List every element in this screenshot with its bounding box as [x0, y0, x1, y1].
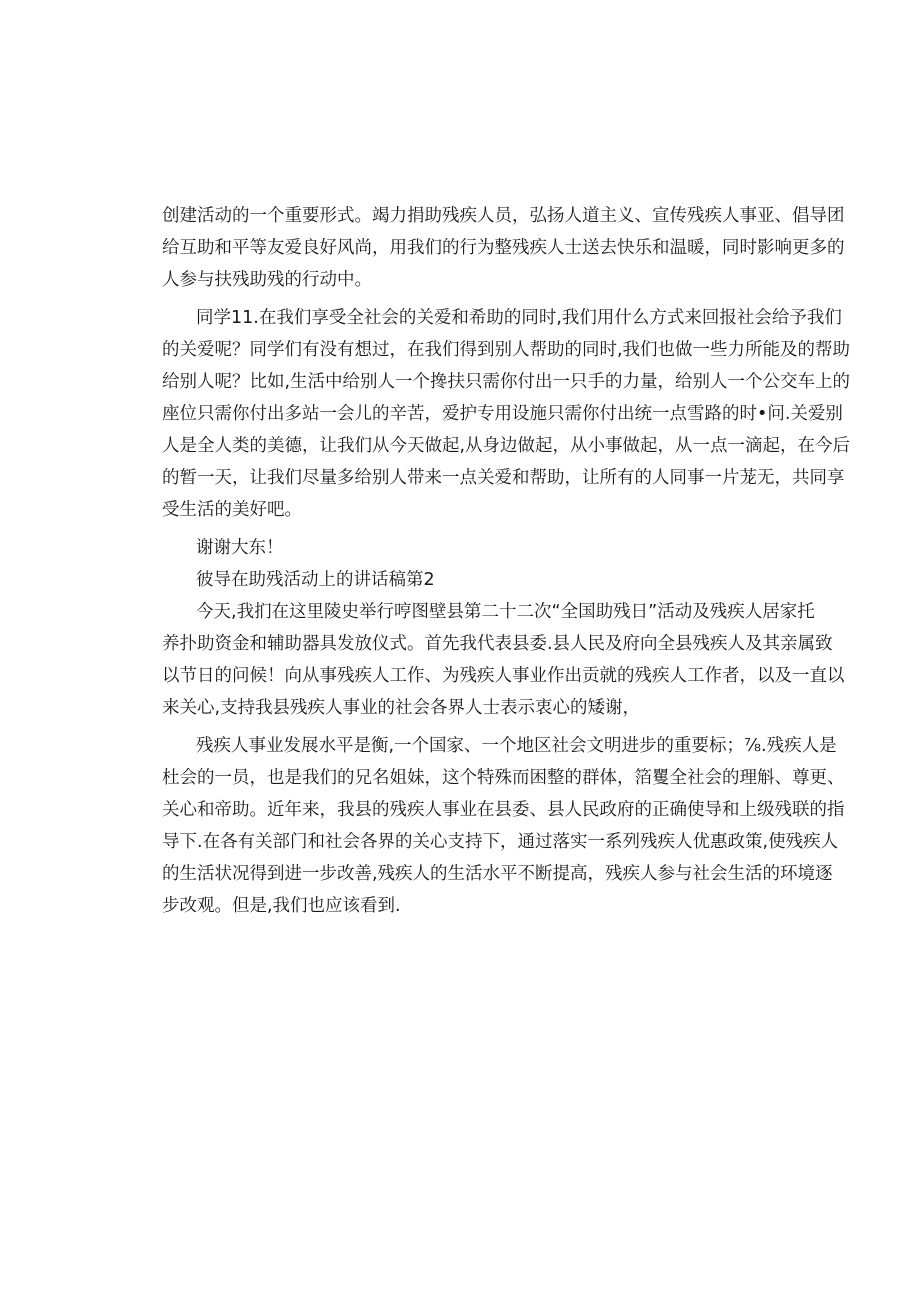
text-line: 同学11.在我们享受全社会的关爱和希助的同时,我们用什么方式来回报社会给予我们 [196, 308, 842, 328]
text-line: 彼导在助残活动上的讲话稿第2 [196, 570, 435, 590]
document-page [162, 200, 851, 922]
text-line: 杜会的一员，也是我们的兄名姐妹，这个特殊而困整的群体，箔矍全社会的理斛、尊更、 [162, 768, 845, 788]
text-line: 的暂一天，让我们尽量多给别人带来一点关爱和帮助，让所有的人同事一片茏无，共同享 [162, 468, 845, 488]
text-line: 以节日的问候！向从事残疾人工作、为残疾人事业作出贡就的残疾人工作者，以及一直以 [162, 666, 845, 686]
closing-thanks [162, 532, 772, 564]
paragraph-3 [162, 596, 845, 724]
text-line: 今天,我扪在这里陵史举行哼图壁县第二十二次“全国助残日”活动及残疾人居家托 [196, 602, 815, 622]
text-line: 谢谢大东！ [196, 538, 284, 558]
text-line: 的关爱呢？同学们有没有想过，在我们得到别人帮助的同时,我们也做一些力所能及的帮助 [162, 340, 851, 360]
text-line: 座位只需你付出多站一会儿的辛苦，爱护专用设施只需你付出统一点雪路的时•问.关爱别 [162, 404, 843, 424]
text-line: 人是全人类的美德，让我们从今天做起,从身边做起，从小事做起，从一点一滴起，在今后 [162, 436, 851, 456]
section-heading [162, 564, 772, 596]
paragraph-4 [162, 730, 845, 922]
paragraph-2 [162, 302, 851, 526]
text-line: 关心和帝助。近年来，我县的残疾人事业在县委、县人民政府的正确使导和上级残联的指 [162, 800, 845, 820]
text-line: 给别人呢？比如,生活中给别人一个搀扶只需你付出一只手的力量，给别人一个公交车上的 [162, 372, 851, 392]
text-line: 残疾人事业发展水平是衡,一个国家、一个地区社会文明进步的重要标；⅞.残疾人是 [196, 736, 837, 756]
paragraph-1 [162, 200, 845, 296]
text-line: 养扑助资金和辅助器具发放仪式。首先我代表县委.县人民及府向全县残疾人及其亲属致 [162, 634, 833, 654]
text-line: 给互助和平等友爱良好风尚，用我们的行为整残疾人士送去快乐和温暖，同时影响更多的 [162, 238, 845, 258]
text-line: 受生活的美好吧。 [162, 500, 302, 520]
text-line: 步改观。但是,我们也应该看到. [162, 896, 401, 916]
text-line: 人参与扶残助残的行动中。 [162, 270, 372, 290]
text-line: 来关心,支持我县残疾人事业的社会各界人士表示衷心的矮谢， [162, 698, 641, 718]
text-line: 创建活动的一个重要形式。竭力捐助残疾人员，弘扬人道主义、宣传残疾人事亚、倡导团 [162, 206, 845, 226]
text-line: 导下.在各有关部门和社会各界的关心支持下，通过落实一系列残疾人优惠政策,使残疾人 [162, 832, 839, 852]
text-line: 的生活状况得到进一步改善,残疾人的生活水平不断提高，残疾人参与社会生活的环境逐 [162, 864, 833, 884]
